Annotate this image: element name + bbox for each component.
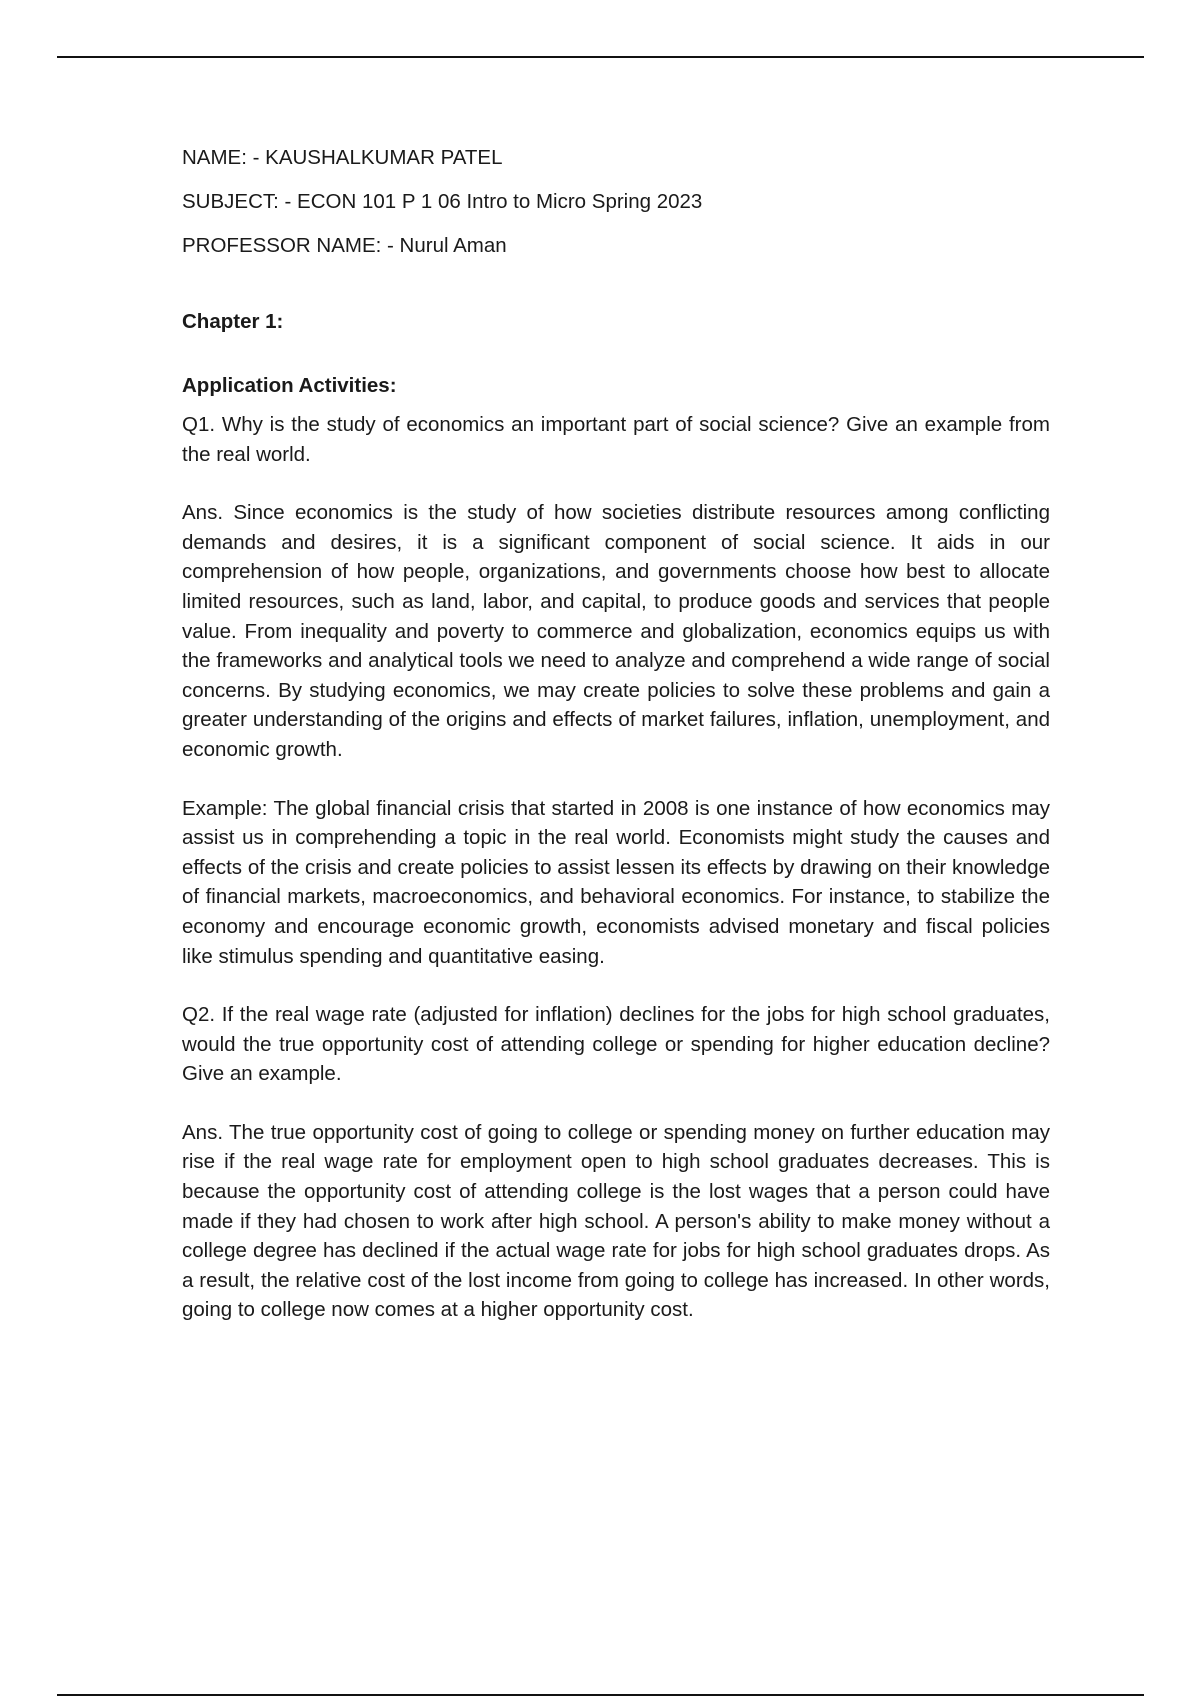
document-body (182, 144, 1050, 1354)
bottom-divider (57, 1694, 1144, 1696)
document-header (182, 144, 1050, 260)
section-heading: Application Activities: (182, 374, 397, 397)
professor-name: PROFESSOR NAME: - Nurul Aman (182, 234, 507, 257)
question-2: Q2. If the real wage rate (adjusted for inflation) declines for the jobs for high school graduates, would the true opportunity cost of attending college or spending for higher education decline? Give an example. (182, 1003, 1050, 1086)
student-name: NAME: - KAUSHALKUMAR PATEL (182, 146, 503, 169)
subject-line: SUBJECT: - ECON 101 P 1 06 Intro to Micro Spring 2023 (182, 190, 703, 213)
answer-2: Ans. The true opportunity cost of going to college or spending money on further education may rise if the real wage rate for employment open to high school graduates decreases. This is because the opportunity cost of attending college is the lost wages that a person could have made if they had chosen to work after high school. A person's ability to make money without a college degree has declined if the actual wage rate for jobs for high school graduates drops. As a result, the relative cost of the lost income from going to college has increased. In other words, going to college now comes at a higher opportunity cost. (182, 1120, 1050, 1322)
example-1: Example: The global financial crisis that started in 2008 is one instance of how economics may assist us in comprehending a topic in the real world. Economists might study the causes and effects of the crisis and create policies to assist lessen its effects by drawing on their knowledge of financial markets, macroeconomics, and behavioral economics. For instance, to stabilize the economy and encourage economic growth, economists advised monetary and fiscal policies like stimulus spending and quantitative easing. (182, 796, 1050, 968)
top-divider (57, 56, 1144, 58)
chapter-title: Chapter 1: (182, 310, 284, 333)
answer-1: Ans. Since economics is the study of how societies distribute resources among conflicting demands and desires, it is a significant component of social science. It aids in our comprehension of how people, organizations, and governments choose how best to allocate limited resources, such as land, labor, and capital, to produce goods and services that people value. From inequality and poverty to commerce and globalization, economics equips us with the frameworks and analytical tools we need to analyze and comprehend a wide range of social concerns. By studying economics, we may create policies to solve these problems and gain a greater understanding of the origins and effects of market failures, inflation, unemployment, and economic growth. (182, 501, 1050, 761)
question-1: Q1. Why is the study of economics an important part of social science? Give an example from the real world. (182, 413, 1050, 466)
